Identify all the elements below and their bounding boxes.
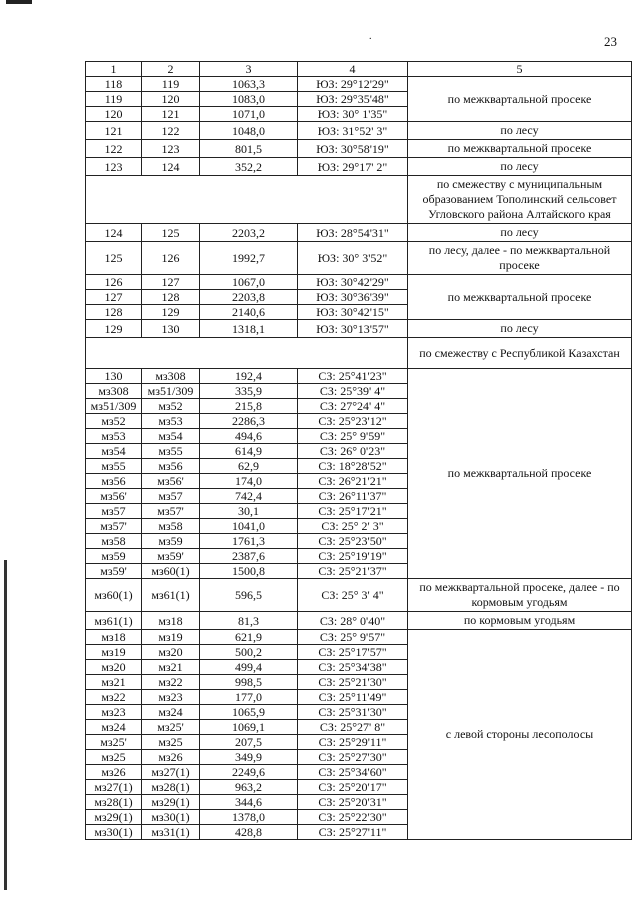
- point-to: мз54: [142, 429, 200, 444]
- point-to: мз56': [142, 474, 200, 489]
- distance: 335,9: [200, 384, 298, 399]
- point-from: мз308: [86, 384, 142, 399]
- bearing: СЗ: 25°34'60": [298, 765, 408, 780]
- bearing: СЗ: 25° 2' 3": [298, 519, 408, 534]
- distance: 2286,3: [200, 414, 298, 429]
- distance: 801,5: [200, 140, 298, 158]
- distance: 998,5: [200, 675, 298, 690]
- point-to: мз25': [142, 720, 200, 735]
- table-row: [86, 369, 632, 384]
- description-cell: по смежеству с муниципальным образованием Тополинский сельсовет Угловского района Алтайского края: [408, 176, 632, 224]
- point-from: 126: [86, 275, 142, 290]
- page-top-mark: [6, 0, 32, 4]
- point-to: мз53: [142, 414, 200, 429]
- point-from: мз56: [86, 474, 142, 489]
- distance: 428,8: [200, 825, 298, 840]
- point-to: мз59': [142, 549, 200, 564]
- point-to: мз26: [142, 750, 200, 765]
- point-to: мз29(1): [142, 795, 200, 810]
- bearing: СЗ: 25°11'49": [298, 690, 408, 705]
- bearing: ЮЗ: 29°12'29": [298, 77, 408, 92]
- blank-cell: [86, 176, 408, 224]
- bearing: СЗ: 27°24' 4": [298, 399, 408, 414]
- point-to: 127: [142, 275, 200, 290]
- distance: 2203,2: [200, 224, 298, 242]
- point-to: мз52: [142, 399, 200, 414]
- distance: 1063,3: [200, 77, 298, 92]
- point-to: мз20: [142, 645, 200, 660]
- bearing: СЗ: 25°29'11": [298, 735, 408, 750]
- point-to: 129: [142, 305, 200, 320]
- bearing: СЗ: 28° 0'40": [298, 612, 408, 630]
- bearing: ЮЗ: 29°35'48": [298, 92, 408, 107]
- description-cell: по смежеству с Республикой Казахстан: [408, 338, 632, 369]
- point-to: 121: [142, 107, 200, 122]
- point-to: 120: [142, 92, 200, 107]
- point-to: мз60(1): [142, 564, 200, 579]
- bearing: ЮЗ: 30°36'39": [298, 290, 408, 305]
- description-cell: по лесу: [408, 320, 632, 338]
- point-from: 121: [86, 122, 142, 140]
- point-from: 118: [86, 77, 142, 92]
- table-row: [86, 77, 632, 92]
- distance: 963,2: [200, 780, 298, 795]
- point-to: мз58: [142, 519, 200, 534]
- point-to: 119: [142, 77, 200, 92]
- page-dot: .: [369, 31, 372, 42]
- point-from: мз27(1): [86, 780, 142, 795]
- distance: 500,2: [200, 645, 298, 660]
- point-to: мз57': [142, 504, 200, 519]
- bearing: СЗ: 25°41'23": [298, 369, 408, 384]
- point-from: мз59: [86, 549, 142, 564]
- distance: 1069,1: [200, 720, 298, 735]
- scan-edge-mark: [4, 560, 7, 890]
- distance: 596,5: [200, 579, 298, 612]
- distance: 1318,1: [200, 320, 298, 338]
- distance: 1067,0: [200, 275, 298, 290]
- description-cell: по межквартальной просеке, далее - по кормовым угодьям: [408, 579, 632, 612]
- distance: 207,5: [200, 735, 298, 750]
- point-from: мз54: [86, 444, 142, 459]
- bearing: СЗ: 25°21'37": [298, 564, 408, 579]
- table-row: [86, 275, 632, 290]
- point-from: 124: [86, 224, 142, 242]
- column-header: 3: [200, 62, 298, 77]
- bearing: СЗ: 25°22'30": [298, 810, 408, 825]
- point-to: мз59: [142, 534, 200, 549]
- distance: 174,0: [200, 474, 298, 489]
- description-cell: с левой стороны лесополосы: [408, 630, 632, 840]
- point-from: мз30(1): [86, 825, 142, 840]
- bearing: СЗ: 26° 0'23": [298, 444, 408, 459]
- point-from: мз28(1): [86, 795, 142, 810]
- point-from: мз57: [86, 504, 142, 519]
- point-from: 127: [86, 290, 142, 305]
- point-from: мз56': [86, 489, 142, 504]
- bearing: СЗ: 25°21'30": [298, 675, 408, 690]
- distance: 1500,8: [200, 564, 298, 579]
- point-to: мз21: [142, 660, 200, 675]
- distance: 215,8: [200, 399, 298, 414]
- bearing: СЗ: 18°28'52": [298, 459, 408, 474]
- distance: 1761,3: [200, 534, 298, 549]
- point-from: мз24: [86, 720, 142, 735]
- point-from: 130: [86, 369, 142, 384]
- point-from: мз58: [86, 534, 142, 549]
- bearing: ЮЗ: 30° 3'52": [298, 242, 408, 275]
- bearing: СЗ: 25°39' 4": [298, 384, 408, 399]
- point-to: 125: [142, 224, 200, 242]
- distance: 1048,0: [200, 122, 298, 140]
- point-to: мз57: [142, 489, 200, 504]
- description-cell: по межквартальной просеке: [408, 140, 632, 158]
- point-to: мз18: [142, 612, 200, 630]
- point-from: мз59': [86, 564, 142, 579]
- point-from: мз55: [86, 459, 142, 474]
- bearing: СЗ: 25°27'11": [298, 825, 408, 840]
- bearing: ЮЗ: 30° 1'35": [298, 107, 408, 122]
- header-row: [86, 62, 632, 77]
- bearing: СЗ: 26°11'37": [298, 489, 408, 504]
- distance: 2140,6: [200, 305, 298, 320]
- table-row: [86, 612, 632, 630]
- distance: 352,2: [200, 158, 298, 176]
- distance: 30,1: [200, 504, 298, 519]
- point-to: 122: [142, 122, 200, 140]
- point-to: мз24: [142, 705, 200, 720]
- column-header: 2: [142, 62, 200, 77]
- point-from: мз26: [86, 765, 142, 780]
- distance: 344,6: [200, 795, 298, 810]
- distance: 2387,6: [200, 549, 298, 564]
- point-from: 123: [86, 158, 142, 176]
- point-to: мз51/309: [142, 384, 200, 399]
- point-to: мз25: [142, 735, 200, 750]
- distance: 742,4: [200, 489, 298, 504]
- bearing: СЗ: 25°23'50": [298, 534, 408, 549]
- point-to: мз56: [142, 459, 200, 474]
- bearing: СЗ: 25° 9'59": [298, 429, 408, 444]
- table-row: [86, 224, 632, 242]
- point-from: мз21: [86, 675, 142, 690]
- table-row: [86, 122, 632, 140]
- distance: 192,4: [200, 369, 298, 384]
- distance: 81,3: [200, 612, 298, 630]
- point-from: мз52: [86, 414, 142, 429]
- distance: 349,9: [200, 750, 298, 765]
- point-to: 130: [142, 320, 200, 338]
- point-to: мз61(1): [142, 579, 200, 612]
- table-row: [86, 320, 632, 338]
- bearing: СЗ: 25°17'21": [298, 504, 408, 519]
- column-header: 4: [298, 62, 408, 77]
- point-from: мз51/309: [86, 399, 142, 414]
- bearing: СЗ: 25°20'31": [298, 795, 408, 810]
- point-to: мз31(1): [142, 825, 200, 840]
- bearing: СЗ: 25° 9'57": [298, 630, 408, 645]
- point-to: 124: [142, 158, 200, 176]
- distance: 1992,7: [200, 242, 298, 275]
- distance: 62,9: [200, 459, 298, 474]
- point-to: 128: [142, 290, 200, 305]
- point-from: 125: [86, 242, 142, 275]
- point-from: мз61(1): [86, 612, 142, 630]
- point-to: мз22: [142, 675, 200, 690]
- distance: 1041,0: [200, 519, 298, 534]
- point-from: мз53: [86, 429, 142, 444]
- point-from: мз19: [86, 645, 142, 660]
- point-from: мз57': [86, 519, 142, 534]
- distance: 494,6: [200, 429, 298, 444]
- point-from: 119: [86, 92, 142, 107]
- table-row: [86, 158, 632, 176]
- bearing: СЗ: 25°31'30": [298, 705, 408, 720]
- description-cell: по межквартальной просеке: [408, 77, 632, 122]
- point-to: мз30(1): [142, 810, 200, 825]
- point-from: мз23: [86, 705, 142, 720]
- description-cell: по лесу, далее - по межквартальной просеке: [408, 242, 632, 275]
- table-row: [86, 242, 632, 275]
- column-header: 5: [408, 62, 632, 77]
- point-to: мз308: [142, 369, 200, 384]
- bearing: СЗ: 25°27'30": [298, 750, 408, 765]
- distance: 2203,8: [200, 290, 298, 305]
- point-from: 122: [86, 140, 142, 158]
- point-to: мз28(1): [142, 780, 200, 795]
- point-from: мз29(1): [86, 810, 142, 825]
- bearing: СЗ: 25°20'17": [298, 780, 408, 795]
- description-cell: по межквартальной просеке: [408, 275, 632, 320]
- description-cell: по лесу: [408, 158, 632, 176]
- column-header: 1: [86, 62, 142, 77]
- bearing: СЗ: 26°21'21": [298, 474, 408, 489]
- point-to: мз19: [142, 630, 200, 645]
- bearing: СЗ: 25°34'38": [298, 660, 408, 675]
- point-to: 126: [142, 242, 200, 275]
- description-cell: по межквартальной просеке: [408, 369, 632, 579]
- bearing: ЮЗ: 31°52' 3": [298, 122, 408, 140]
- point-to: мз27(1): [142, 765, 200, 780]
- bearing: ЮЗ: 30°58'19": [298, 140, 408, 158]
- span-row: [86, 176, 632, 224]
- point-from: мз60(1): [86, 579, 142, 612]
- distance: 1071,0: [200, 107, 298, 122]
- distance: 1083,0: [200, 92, 298, 107]
- distance: 621,9: [200, 630, 298, 645]
- page-number: 23: [604, 34, 617, 49]
- point-to: мз23: [142, 690, 200, 705]
- point-from: 120: [86, 107, 142, 122]
- bearing: СЗ: 25°19'19": [298, 549, 408, 564]
- point-from: мз22: [86, 690, 142, 705]
- table-row: [86, 579, 632, 612]
- bearing: ЮЗ: 28°54'31": [298, 224, 408, 242]
- distance: 2249,6: [200, 765, 298, 780]
- bearing: ЮЗ: 29°17' 2": [298, 158, 408, 176]
- bearing: СЗ: 25° 3' 4": [298, 579, 408, 612]
- point-from: 129: [86, 320, 142, 338]
- bearing: СЗ: 25°17'57": [298, 645, 408, 660]
- distance: 499,4: [200, 660, 298, 675]
- table-row: [86, 140, 632, 158]
- distance: 614,9: [200, 444, 298, 459]
- table-row: [86, 630, 632, 645]
- bearing: ЮЗ: 30°42'15": [298, 305, 408, 320]
- description-cell: по лесу: [408, 224, 632, 242]
- point-to: мз55: [142, 444, 200, 459]
- bearing: СЗ: 25°27' 8": [298, 720, 408, 735]
- distance: 1378,0: [200, 810, 298, 825]
- point-from: мз25': [86, 735, 142, 750]
- bearing: СЗ: 25°23'12": [298, 414, 408, 429]
- bearing: ЮЗ: 30°13'57": [298, 320, 408, 338]
- point-from: мз25: [86, 750, 142, 765]
- description-cell: по кормовым угодьям: [408, 612, 632, 630]
- point-from: мз20: [86, 660, 142, 675]
- point-from: мз18: [86, 630, 142, 645]
- blank-cell: [86, 338, 408, 369]
- point-to: 123: [142, 140, 200, 158]
- bearing: ЮЗ: 30°42'29": [298, 275, 408, 290]
- point-from: 128: [86, 305, 142, 320]
- boundary-table: [85, 61, 632, 840]
- span-row: [86, 338, 632, 369]
- distance: 177,0: [200, 690, 298, 705]
- distance: 1065,9: [200, 705, 298, 720]
- description-cell: по лесу: [408, 122, 632, 140]
